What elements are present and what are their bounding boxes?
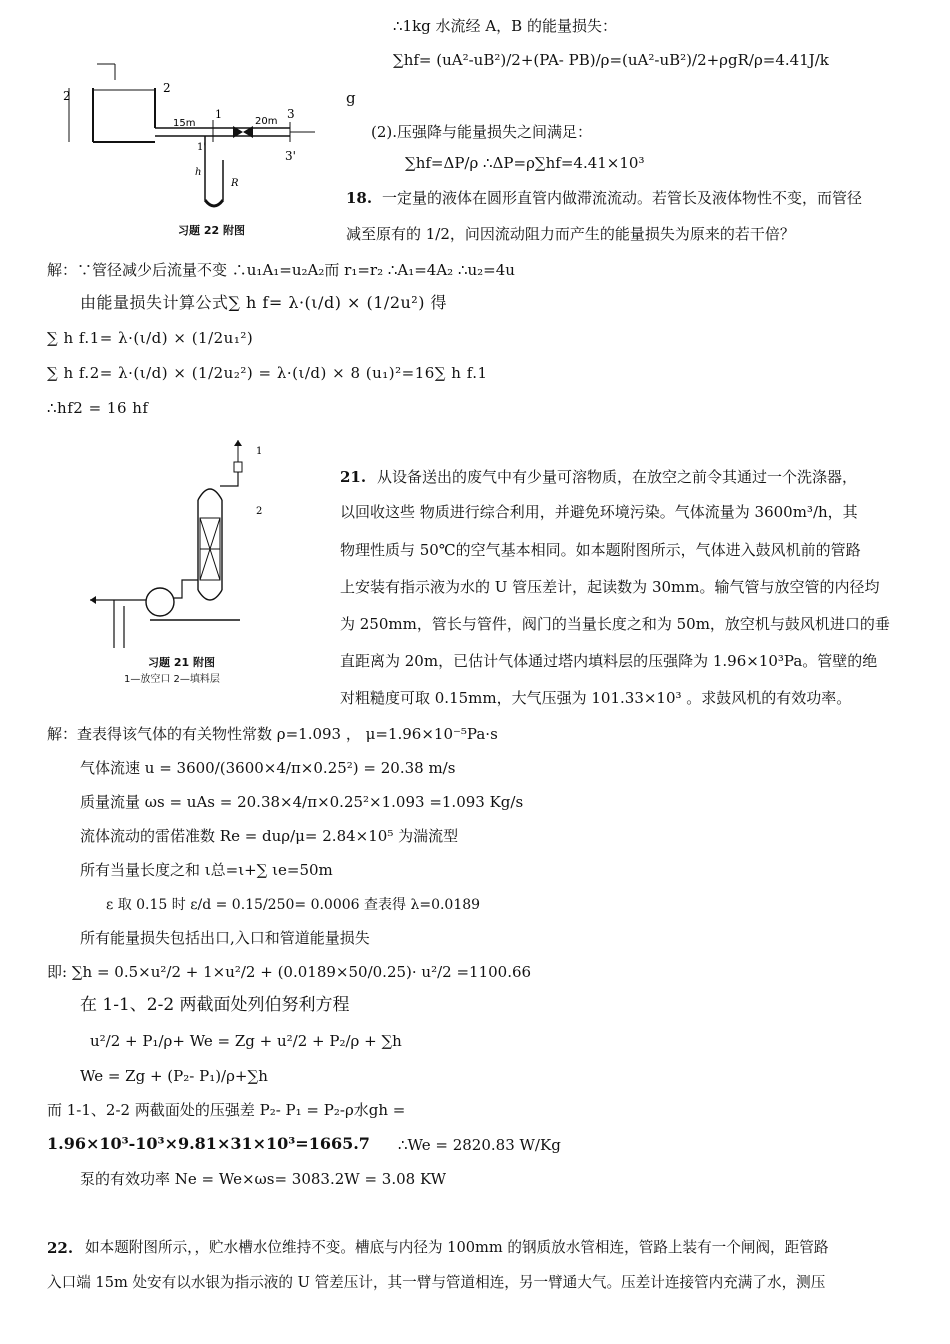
solution-18-line-5: ∴hf2 = 16 hf [47, 399, 149, 417]
solution-21-line-13a: 1.96×10³-10³×9.81×31×10³=1665.7 [47, 1134, 370, 1153]
solution-21-line-2: 气体流速 u = 3600/(3600×4/π×0.25²) = 20.38 m/s [80, 759, 456, 777]
solution-21-line-1: 解：查表得该气体的有关物性常数 ρ=1.093 ， μ=1.96×10⁻⁵Pa·s [47, 725, 498, 743]
solution-21-line-7: 所有能量损失包括出口,入口和管道能量损失 [80, 929, 370, 947]
figure-22-diagram [55, 50, 325, 220]
fig21-label-1: 1 [256, 446, 263, 457]
inlet-arrow [90, 596, 96, 604]
figure-22-caption: 习题 22 附图 [178, 224, 245, 237]
fig22-label-15m: 15m [173, 118, 196, 129]
line-energy-loss-formula: ∑hf= (uA²-uB²)/2+(PA- PB)/ρ=(uA²-uB²)/2+ρgR/ρ=4.41J/k [393, 51, 829, 69]
solution-21-line-6: ε 取 0.15 时 ε/d = 0.15/250= 0.0006 查表得 λ=0.0189 [106, 897, 481, 913]
blower [146, 588, 174, 616]
solution-21-line-14: 泵的有效功率 Ne = We×ωs= 3083.2W = 3.08 KW [80, 1170, 447, 1188]
solution-21-line-8: 即: ∑h = 0.5×u²/2 + 1×u²/2 + (0.0189×50/0.25)· u²/2 =1100.66 [47, 963, 532, 981]
figure-21-legend: 1—放空口 2—填料层 [124, 674, 220, 685]
problem-21-text-b: 以回收这些 物质进行综合利用，并避免环境污染。气体流量为 3600m³/h，其 [340, 503, 858, 521]
fig22-label-2a: 2 [63, 89, 71, 103]
line-pressure-drop-intro: (2).压强降与能量损失之间满足： [371, 123, 593, 141]
solution-21-line-12: 而 1-1、2-2 两截面处的压强差 P₂- P₁ = P₂-ρ水gh = [47, 1101, 406, 1119]
solution-21-line-4: 流体流动的雷偌准数 Re = duρ/μ= 2.84×10⁵ 为湍流型 [80, 827, 459, 845]
vent-pipe [220, 472, 238, 486]
figure-21-caption: 习题 21 附图 [148, 656, 215, 669]
fig22-label-R: R [231, 178, 239, 189]
tower-bottom [198, 590, 222, 600]
fig22-label-1: 1 [215, 108, 222, 121]
vent-arrow-head [234, 440, 242, 446]
problem-18-number: 18. [346, 189, 373, 207]
vent-outlet [234, 462, 242, 472]
blower-outlet-pipe [174, 580, 198, 598]
solution-18-line-2: 由能量损失计算公式∑ h f= λ·(ι/d) × (1/2u²) 得 [80, 293, 448, 312]
problem-21-text-f: 直距离为 20m，已估计气体通过塔内填料层的压强降为 1.96×10³Pa。管壁的绝 [340, 652, 878, 670]
fig22-label-3: 3 [287, 107, 295, 121]
problem-18-text-b: 减至原有的 1/2，问因流动阻力而产生的能量损失为原来的若干倍？ [346, 225, 795, 243]
solution-21-line-10: u²/2 + P₁/ρ+ We = Zg + u²/2 + P₂/ρ + ∑h [90, 1032, 402, 1050]
fig22-label-3prime: 3' [285, 149, 296, 163]
solution-21-line-3: 质量流量 ωs = uAs = 20.38×4/π×0.25²×1.093 =1.093 Kg/s [80, 793, 524, 811]
line-energy-loss-unit: g [346, 89, 356, 107]
problem-18-text-a: 一定量的液体在圆形直管内做滞流流动。若管长及液体物性不变，而管径 [382, 189, 863, 207]
problem-22-text-a: 如本题附图所示，，贮水槽水位维持不变。槽底与内径为 100mm 的钢质放水管相连，管路上装有一个闸阀，距管路 [85, 1239, 829, 1256]
fig22-label-h: h [195, 167, 202, 178]
solution-18-line-3: ∑ h f.1= λ·(ι/d) × (1/2u₁²) [47, 329, 254, 347]
solution-21-line-5: 所有当量长度之和 ι总=ι+∑ ιe=50m [80, 861, 333, 879]
figure-21-diagram [90, 440, 290, 650]
tower-top [198, 489, 222, 500]
line-energy-loss-intro: ∴1kg 水流经 A，B 的能量损失： [393, 17, 617, 35]
problem-21-text-g: 对粗糙度可取 0.15mm，大气压强为 101.33×10³ 。求鼓风机的有效功率。 [340, 689, 852, 707]
fig22-label-1prime: 1' [197, 142, 207, 153]
solution-21-line-11: We = Zg + (P₂- P₁)/ρ+∑h [80, 1067, 268, 1085]
fig22-label-20m: 20m [255, 116, 278, 127]
solution-18-line-4: ∑ h f.2= λ·(ι/d) × (1/2u₂²) = λ·(ι/d) × 8 (u₁)²=16∑ h f.1 [47, 364, 488, 382]
problem-21-text-a: 从设备送出的废气中有少量可溶物质，在放空之前令其通过一个洗涤器， [377, 468, 858, 486]
problem-21-text-e: 为 250mm，管长与管件，阀门的当量长度之和为 50m，放空机与鼓风机进口的垂 [340, 615, 890, 633]
line-pressure-drop-formula: ∑hf=ΔP/ρ ∴ΔP=ρ∑hf=4.41×10³ [405, 154, 645, 172]
problem-22-text-b: 入口端 15m 处安有以水银为指示液的 U 管差压计，其一臂与管道相连，另一臂通大气。压差计连接管内充满了水，测压 [47, 1274, 826, 1291]
fig22-label-2b: 2 [163, 81, 171, 95]
solution-18-line-1: 解：∵管径减少后流量不变 ∴u₁A₁=u₂A₂而 r₁=r₂ ∴A₁=4A₂ ∴u₂=4u [47, 261, 515, 279]
fig21-label-2: 2 [256, 506, 263, 517]
problem-21-text-c: 物理性质与 50℃的空气基本相同。如本题附图所示，气体进入鼓风机前的管路 [340, 541, 861, 559]
problem-21-text-d: 上安装有指示液为水的 U 管压差计，起读数为 30mm。输气管与放空管的内径均 [340, 578, 880, 596]
problem-21-number: 21. [340, 468, 367, 486]
solution-21-line-9: 在 1-1、2-2 两截面处列伯努利方程 [80, 995, 350, 1015]
manometer-u-bend [205, 200, 223, 206]
problem-22-number: 22. [47, 1239, 74, 1257]
solution-21-line-13b: ∴We = 2820.83 W/Kg [398, 1136, 561, 1154]
